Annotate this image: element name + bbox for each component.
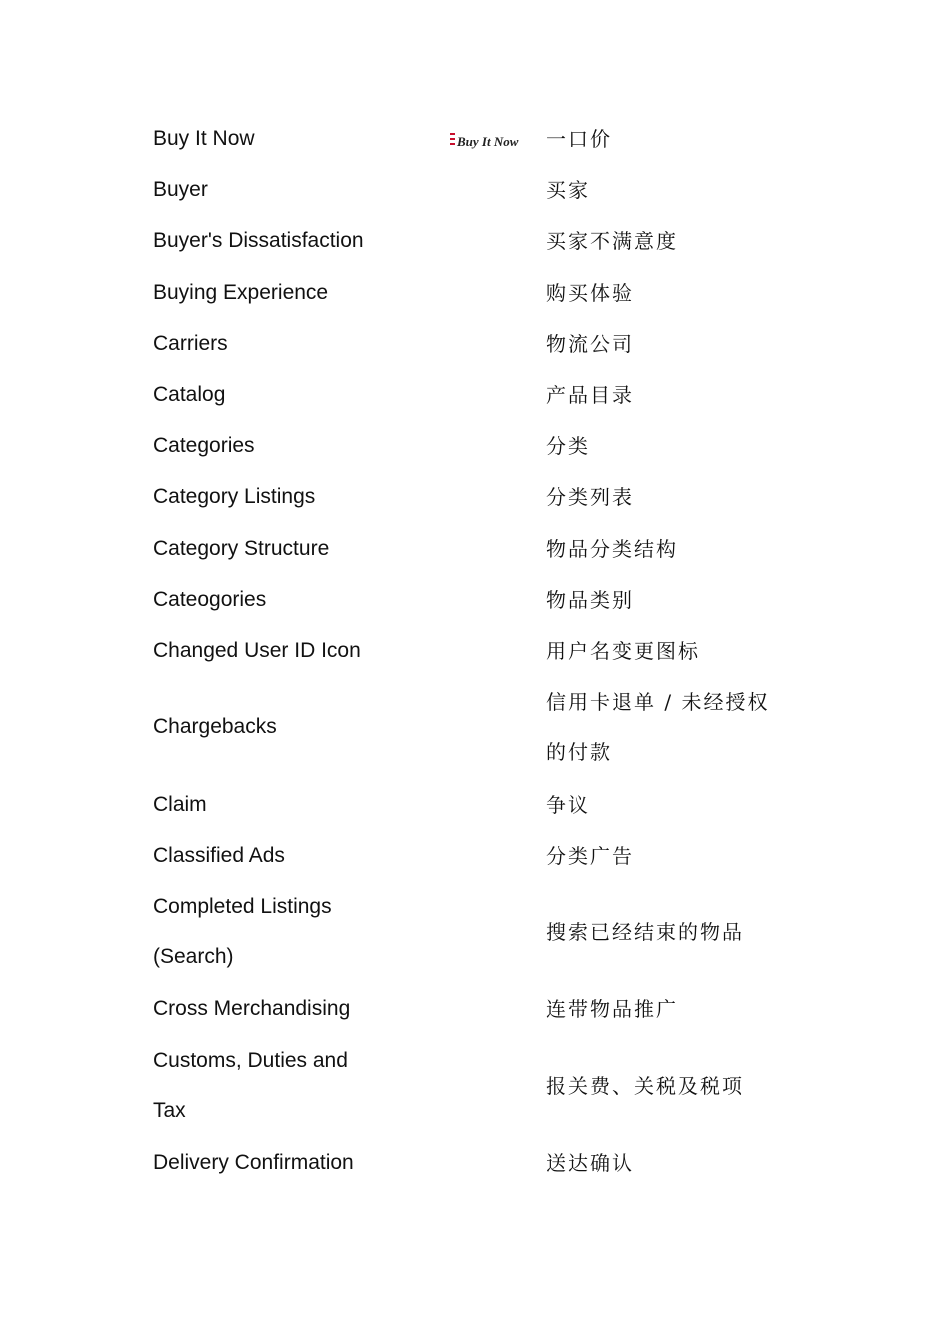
glossary-row [0,421,950,471]
term-chinese-line: 产品目录 [546,383,634,407]
term-chinese-line: 物品分类结构 [546,536,678,561]
term-english-line: Categories [153,434,255,458]
term-english [153,370,453,420]
term-chinese [546,984,806,1034]
term-english [153,472,453,522]
glossary-row [0,216,950,266]
term-english [153,780,453,830]
term-chinese-line: 连带物品推广 [546,997,678,1022]
term-english-line: Cateogories [153,587,267,611]
term-chinese [546,1061,806,1111]
glossary-row [0,626,950,676]
term-chinese [546,114,806,164]
term-english [153,984,453,1034]
term-chinese [546,575,806,625]
term-chinese-line: 一口价 [546,127,612,151]
term-english [153,114,453,164]
term-english [153,882,453,982]
term-english-line: Category Listings [153,485,316,509]
term-chinese [546,1138,806,1188]
term-english [153,626,453,676]
term-chinese [546,165,806,215]
term-english-line: Buyer's Dissatisfaction [153,229,364,253]
term-english-line: Catalog [153,383,226,406]
term-chinese-line: 争议 [546,792,590,817]
term-chinese-line: 物流公司 [546,331,634,356]
term-english-line: Changed User ID Icon [153,639,361,662]
term-chinese [546,524,806,574]
glossary-row [0,984,950,1034]
glossary-row [0,1036,950,1136]
term-chinese [546,421,806,471]
glossary-row [0,882,950,982]
glossary-row [0,575,950,625]
term-english [153,319,453,369]
glossary-row [0,319,950,369]
term-chinese [546,626,806,676]
term-english-line: Buy It Now [153,127,255,150]
term-chinese [546,780,806,830]
term-chinese-line: 分类广告 [546,843,634,868]
term-chinese [546,472,806,522]
term-english-line: Customs, Duties and [153,1048,348,1072]
term-english [153,165,453,215]
term-chinese-line: 买家 [546,178,590,203]
term-chinese [546,319,806,369]
term-chinese-line: 报关费、关税及税项 [546,1073,744,1098]
term-chinese-line: 分类 [546,434,590,459]
term-chinese-line: 分类列表 [546,485,634,510]
glossary-row [0,831,950,881]
term-english [153,831,453,881]
term-chinese [546,216,806,266]
term-english [153,1138,453,1188]
term-chinese-line: 的付款 [546,740,612,765]
term-english [153,216,453,266]
term-english [153,1036,453,1136]
glossary-row [0,268,950,318]
glossary-row [0,780,950,830]
term-chinese-line: 用户名变更图标 [546,639,700,663]
glossary-row [0,677,950,777]
term-english-line: Chargebacks [153,715,277,739]
term-chinese-line: 信用卡退单 / 未经授权 [546,690,770,715]
glossary-row [0,165,950,215]
term-english-line: Completed Listings [153,895,332,918]
term-english-line: Buyer [153,178,208,202]
term-chinese-line: 买家不满意度 [546,229,678,254]
glossary-row [0,1138,950,1188]
term-chinese [546,677,806,777]
term-chinese [546,831,806,881]
term-chinese-line: 购买体验 [546,280,634,305]
term-english-line: Classified Ads [153,843,285,867]
buy-it-now-logo-icon [448,130,519,152]
term-english-line: Buying Experience [153,280,329,304]
svg-text:Buy It Now: Buy It Now [457,134,519,149]
term-chinese [546,907,806,957]
term-english [153,702,453,752]
term-english [153,575,453,625]
term-english-line: Tax [153,1098,186,1122]
term-english [153,268,453,318]
term-english [153,524,453,574]
term-english-line: Delivery Confirmation [153,1151,354,1174]
term-chinese-line: 物品类别 [546,587,634,612]
term-chinese [546,268,806,318]
glossary-row [0,472,950,522]
term-english-line: Claim [153,792,207,816]
glossary-row [0,370,950,420]
term-english-line: Carriers [153,331,228,355]
term-english-line: Cross Merchandising [153,997,351,1021]
term-chinese-line: 搜索已经结束的物品 [546,920,744,944]
glossary-row [0,524,950,574]
term-chinese [546,370,806,420]
term-chinese-line: 送达确认 [546,1151,634,1175]
term-english [153,421,453,471]
term-english-line: Category Structure [153,536,330,560]
term-english-line: (Search) [153,945,234,968]
